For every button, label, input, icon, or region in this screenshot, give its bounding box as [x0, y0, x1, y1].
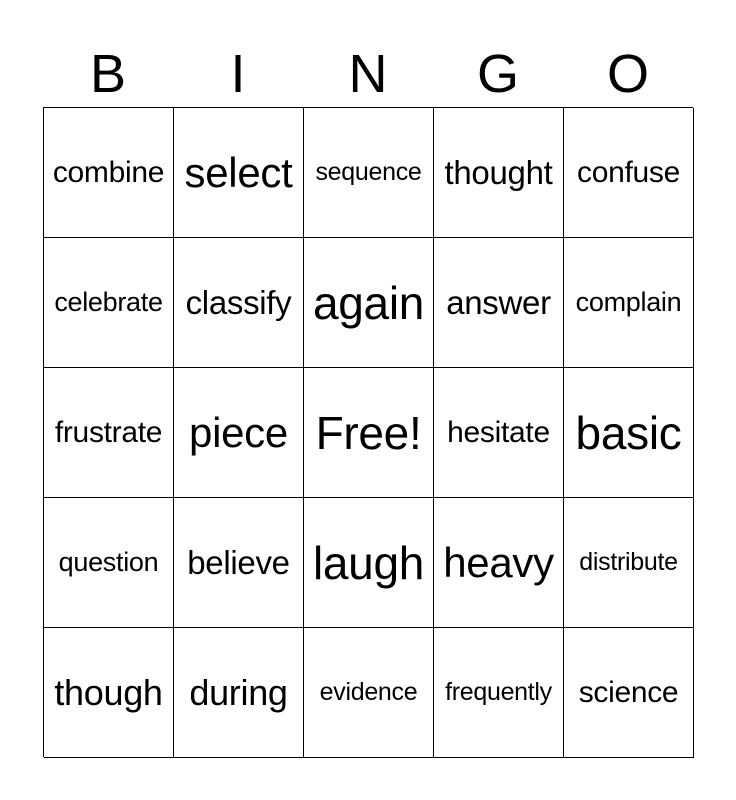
bingo-cell: classify — [174, 238, 304, 368]
header-letter-i: I — [230, 44, 246, 104]
bingo-cell: question — [44, 498, 174, 628]
header-letter-b: B — [89, 44, 127, 104]
bingo-cell: answer — [434, 238, 564, 368]
bingo-cell: science — [564, 628, 694, 758]
header-letter-n: N — [348, 44, 388, 104]
bingo-cell: frequently — [434, 628, 564, 758]
header-letter-o: O — [606, 44, 649, 104]
bingo-cell: confuse — [564, 108, 694, 238]
bingo-grid — [43, 107, 693, 757]
bingo-cell: again — [304, 238, 434, 368]
bingo-cell: sequence — [304, 108, 434, 238]
bingo-cell: thought — [434, 108, 564, 238]
bingo-cell: combine — [44, 108, 174, 238]
free-space-cell: Free! — [304, 368, 434, 498]
bingo-cell: complain — [564, 238, 694, 368]
bingo-cell: during — [174, 628, 304, 758]
bingo-cell: select — [174, 108, 304, 238]
bingo-cell: hesitate — [434, 368, 564, 498]
bingo-cell: heavy — [434, 498, 564, 628]
bingo-header — [43, 44, 693, 104]
bingo-cell: evidence — [304, 628, 434, 758]
bingo-cell: laugh — [304, 498, 434, 628]
bingo-cell: piece — [174, 368, 304, 498]
bingo-cell: frustrate — [44, 368, 174, 498]
header-letter-g: G — [476, 44, 519, 104]
bingo-cell: distribute — [564, 498, 694, 628]
bingo-cell: celebrate — [44, 238, 174, 368]
bingo-cell: basic — [564, 368, 694, 498]
bingo-cell: though — [44, 628, 174, 758]
bingo-cell: believe — [174, 498, 304, 628]
